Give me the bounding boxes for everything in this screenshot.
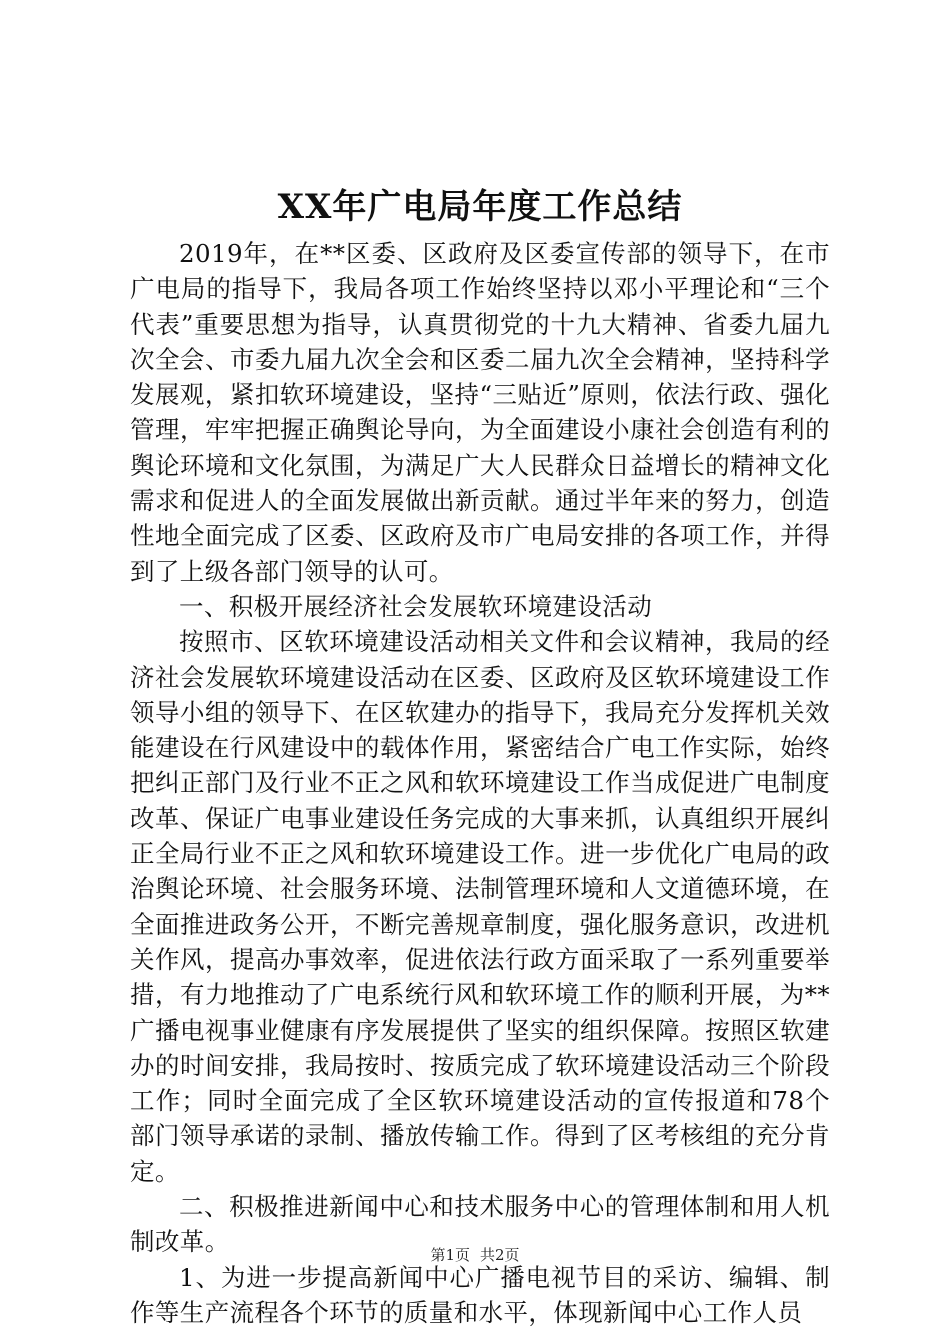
document-body [130, 236, 830, 1330]
page-number: 第1页 [430, 1246, 470, 1264]
section-heading-1: 一、积极开展经济社会发展软环境建设活动 [179, 591, 653, 621]
document-title: XX年广电局年度工作总结 [277, 187, 683, 227]
page-total: 共2页 [480, 1246, 520, 1264]
section-heading-2: 二、积极推进新闻中心和技术服务中心的管理体制和用人机制改革。 [130, 1192, 830, 1257]
paragraph-section-1: 按照市、区软环境建设活动相关文件和会议精神，我局的经济社会发展软环境建设活动在区委、区政府及区软环境建设工作领导小组的领导下、在区软建办的指导下，我局充分发挥机关效能建设在行风建设中的载体作用，紧密结合广电工作实际，始终把纠正部门及行业不正之风和软环境建设工作当成促进广电制度改革、保证广电事业建设任务完成的大事来抓，认真组织开展纠正全局行业不正之风和软环境建设工作。进一步优化广电局的政治舆论环境、社会服务环境、法制管理环境和人文道德环境，在全面推进政务公开，不断完善规章制度，强化服务意识，改进机关作风，提高办事效率，促进依法行政方面采取了一系列重要举措，有力地推动了广电系统行风和软环境工作的顺利开展，为**广播电视事业健康有序发展提供了坚实的组织保障。按照区软建办的时间安排，我局按时、按质完成了软环境建设活动三个阶段工作；同时全面完成了全区软环境建设活动的宣传报道和78个部门领导承诺的录制、播放传输工作。得到了区考核组的充分肯定。 [130, 627, 830, 1186]
paragraph-intro: 2019年，在**区委、区政府及区委宣传部的领导下，在市广电局的指导下，我局各项工作始终坚持以邓小平理论和“三个代表”重要思想为指导，认真贯彻党的十九大精神、省委九届九次全会、市委九届九次全会和区委二届九次全会精神，坚持科学发展观，紧扣软环境建设，坚持“三贴近”原则，依法行政、强化管理，牢牢把握正确舆论导向，为全面建设小康社会创造有利的舆论环境和文化氛围，为满足广大人民群众日益增长的精神文化需求和促进人的全面发展做出新贡献。通过半年来的努力，创造性地全面完成了区委、区政府及市广电局安排的各项工作，并得到了上级各部门领导的认可。 [130, 239, 830, 586]
page-footer [0, 1245, 950, 1265]
paragraph-item-1: 1、为进一步提高新闻中心广播电视节目的采访、编辑、制作等生产流程各个环节的质量和水平，体现新闻中心工作人员 [130, 1262, 830, 1327]
